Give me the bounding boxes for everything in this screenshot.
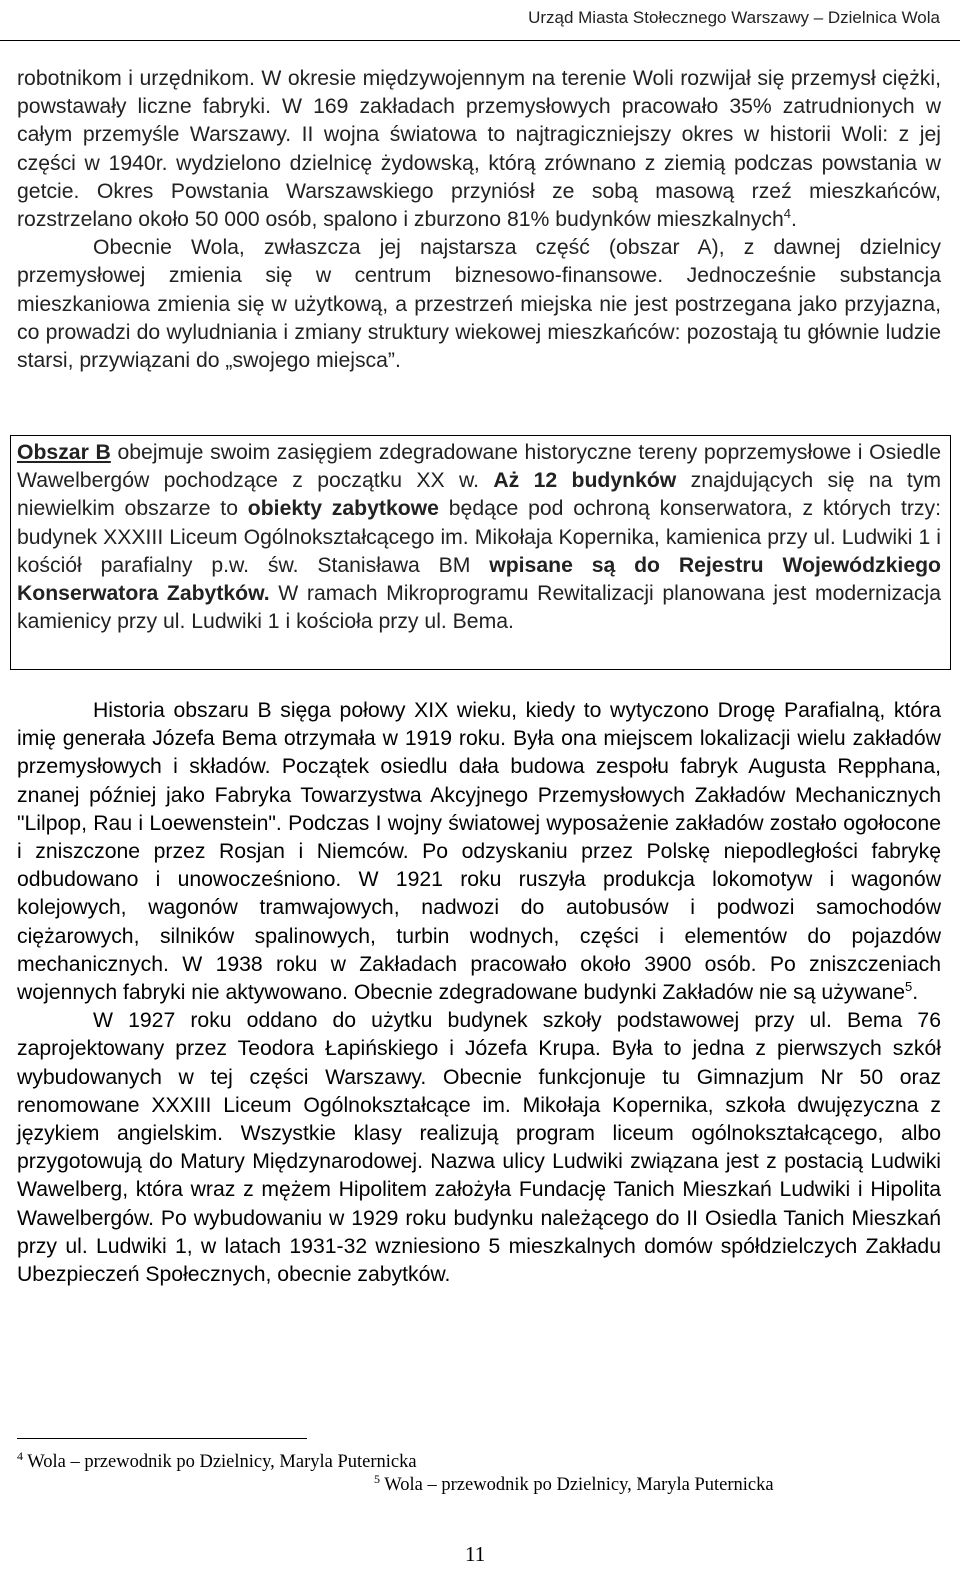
bold-text: Aż 12 budynków bbox=[493, 469, 677, 493]
bold-text: wpisane są do Rejestru Wojewódzkiego Konserwatora Zabytków. bbox=[17, 553, 941, 606]
paragraph-text: robotnikom i urzędnikom. W okresie międzywojennym na terenie Woli rozwijał się przemysł ciężki, powstawały liczne fabryki. W 169 zakładach przemysłowych pracowało 35% zatrudnionych w całym przemyśle Warszawy. II wojna światowa to najtragiczniejszy okres w historii Woli: z jej części w 1940r. wydzielono dzielnicę żydowską, którą zrównano z ziemią podczas powstania w getcie. Okres Powstania Warszawskiego przyniósł ze sobą masową rzeź mieszkańców, rozstrzelano około 50 000 osób, spalono i zburzono 81% budynków mieszkalnych bbox=[17, 67, 941, 232]
page-header bbox=[0, 0, 960, 41]
footnote-number: 4 bbox=[17, 1448, 23, 1463]
paragraph-text: W ramach Mikroprogramu Rewitalizacji planowana jest modernizacja kamienicy przy ul. Ludwiki 1 i kościoła przy ul. Bema. bbox=[17, 582, 941, 634]
page-number: 11 bbox=[465, 1542, 486, 1566]
paragraph-text: . bbox=[912, 981, 919, 1005]
paragraph-text: Obecnie Wola, zwłaszcza jej najstarsza część (obszar A), z dawnej dzielnicy przemysłowej zmienia się w centrum biznesowo-finansowe. Jednocześnie substancja mieszkaniowa zmienia się w użytkową, a przestrzeń miejska nie jest postrzegana jako przyjazna, co prowadzi do wyludniania i zmiany struktury wiekowej mieszkańców: pozostają tu głównie ludzie starsi, przywiązani do „swojego miejsca”. bbox=[17, 236, 941, 373]
paragraph-text: obejmuje swoim zasięgiem zdegradowane historyczne tereny poprzemysłowe i Osiedle Wawelbergów pochodzące z początku XX w. bbox=[17, 441, 941, 493]
paragraph-obszar-b bbox=[17, 439, 941, 636]
footnote-4 bbox=[17, 1448, 417, 1473]
paragraph-text: będące pod ochroną konserwatora, z których trzy: budynek XXXIII Liceum Ogólnokształcącego im. Mikołaja Kopernika, kamienica przy ul. Ludwiki 1 i kościół parafialny p.w. św. Stanisława BM bbox=[17, 497, 941, 577]
header-title: Urząd Miasta Stołecznego Warszawy – Dzielnica Wola bbox=[528, 8, 940, 27]
bold-text: obiekty zabytkowe bbox=[247, 497, 439, 521]
footnote-ref-4[interactable]: 4 bbox=[783, 205, 791, 221]
paragraph-text: . bbox=[790, 208, 797, 232]
paragraph-text: znajdujących się na tym niewielkim obszarze to bbox=[17, 469, 941, 521]
footnote-number: 5 bbox=[374, 1471, 380, 1486]
footnote-text: Wola – przewodnik po Dzielnicy, Maryla Puternicka bbox=[380, 1475, 774, 1495]
footnote-separator bbox=[17, 1438, 307, 1439]
paragraph-history-wola bbox=[17, 65, 941, 375]
footnote-text: Wola – przewodnik po Dzielnicy, Maryla Puternicka bbox=[23, 1452, 417, 1472]
section-heading-obszar-b: Obszar B bbox=[17, 441, 111, 464]
paragraph-history-obszar-b bbox=[17, 697, 941, 1289]
paragraph-text: Historia obszaru B sięga połowy XIX wieku, kiedy to wytyczono Drogę Parafialną, która imię generała Józefa Bema otrzymała w 1919 roku. Była ona miejscem lokalizacji wielu zakładów przemysłowych i składów. Początek osiedlu dała budowa zespołu fabryk Augusta Repphana, znanej później jako Fabryka Towarzystwa Akcyjnego Przemysłowych Zakładów Mechanicznych "Lilpop, Rau i Loewenstein". Podczas I wojny światowej wyposażenie zakładów zostało ogołocone i zniszczone przez Rosjan i Niemców. Po odzyskaniu przez Polskę niepodległości fabrykę odbudowano i unowocześniono. W 1921 roku ruszyła produkcja lokomotyw i wagonów kolejowych, wagonów tramwajowych, nadwozi do autobusów i podwozi samochodów ciężarowych, silników spalinowych, turbin wodnych, części i elementów do pojazdów mechanicznych. W 1938 roku w Zakładach pracowało około 3900 osób. Po zniszczeniach wojennych fabryki nie aktywowano. Obecnie zdegradowane budynki Zakładów nie są używane bbox=[17, 699, 941, 1005]
paragraph-text: W 1927 roku oddano do użytku budynek szkoły podstawowej przy ul. Bema 76 zaprojektowany przez Teodora Łapińskiego i Józefa Krupa. Była to jedna z pierwszych szkół wybudowanych w tej części Warszawy. Obecnie funkcjonuje tu Gimnazjum Nr 50 oraz renomowane XXXIII Liceum Ogólnokształcące im. Mikołaja Kopernika, szkoła dwujęzyczna z językiem angielskim. Wszystkie klasy realizują program liceum ogólnokształcącego, albo przygotowują do Matury Międzynarodowej. Nazwa ulicy Ludwiki związana jest z postacią Ludwiki Wawelberg, która wraz z mężem Hipolitem założyła Fundację Tanich Mieszkań Ludwiki i Hipolita Wawelbergów. Po wybudowaniu w 1929 roku budynku należącego do II Osiedla Tanich Mieszkań przy ul. Ludwiki 1, w latach 1931-32 wzniesiono 5 mieszkalnych domów spółdzielczych Zakładu Ubezpieczeń Społecznych, obecnie zabytków. bbox=[17, 1009, 941, 1287]
footnote-ref-5[interactable]: 5 bbox=[905, 978, 913, 994]
footnote-5 bbox=[374, 1471, 774, 1496]
